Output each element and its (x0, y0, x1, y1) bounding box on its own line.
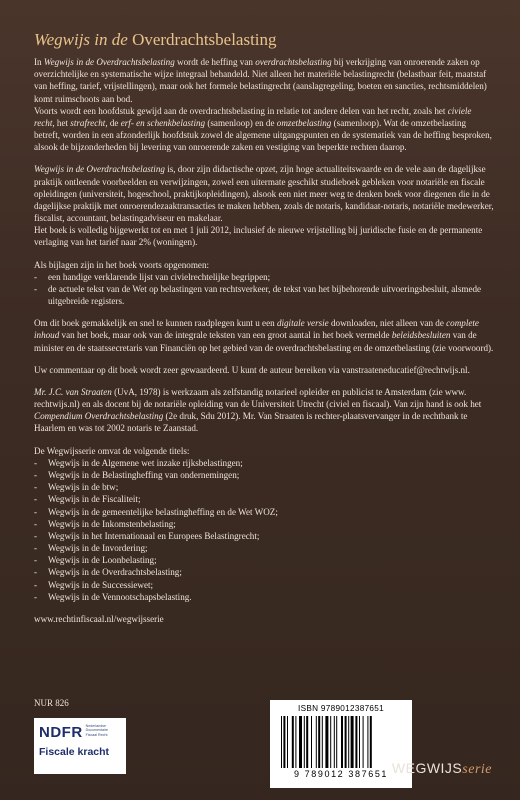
list-item: - Wegwijs in de Belastingheffing van ondernemingen; (34, 469, 494, 481)
barcode-bar (341, 716, 343, 768)
barcode-bar (330, 716, 331, 768)
isbn-barcode (270, 700, 412, 788)
text-italic: Mr. J.C. van Straaten (34, 386, 112, 397)
barcode-bar (345, 716, 347, 768)
text-italic: Wegwijs in de Overdrachtsbelasting (43, 57, 175, 67)
list-item: - Wegwijs in de Loonbelasting; (34, 554, 494, 566)
wegwijs-serie-logo (392, 760, 492, 778)
logo-part2: serie (462, 762, 492, 777)
paragraph-series-intro: De Wegwijsserie omvat de volgende titels: (34, 445, 190, 456)
text: , de (105, 117, 121, 128)
text-italic: complete inhoud (34, 318, 479, 341)
paragraph-author (34, 386, 494, 435)
text: van de minister en de staatssecretaris van Financiën op het gebied van de overdrachtsbelasting en de omzetbelasting (zie voorwoord). (34, 330, 494, 353)
barcode-bar (348, 716, 349, 768)
barcode-digits: 9 789012 387651 (293, 769, 389, 779)
text-italic: overdrachtsbelasting (255, 57, 332, 67)
barcode-bar (283, 716, 285, 768)
website-link[interactable]: www.rechtinfiscaal.nl/wegwijsserie (34, 613, 164, 624)
list-item: - Wegwijs in het Internationaal en Europees Belastingrecht; (34, 530, 494, 542)
logo-part1: WEGWIJS (391, 760, 463, 776)
barcode-bar (355, 716, 357, 768)
paragraph-digital (34, 317, 494, 354)
list-item: - Wegwijs in de gemeentelijke belastingheffing en de Wet WOZ; (34, 506, 494, 518)
text-italic: Wegwijs in de Overdrachtsbelasting (34, 164, 165, 175)
isbn-number: ISBN 9789012387651 (298, 704, 384, 713)
barcode-bar (367, 716, 368, 768)
barcode-bar (334, 716, 335, 768)
list-item: - Wegwijs in de Inkomstenbelasting; (34, 518, 494, 530)
text: wordt de heffing van (174, 57, 256, 67)
text: Voorts wordt een hoofdstuk gewijd aan de overdrachtsbelasting in relatie tot andere delen van het recht, zoals het (34, 105, 448, 116)
text-italic: strafrecht (70, 117, 106, 128)
barcode-bar (281, 716, 282, 768)
ndfr-mark: NDFR (39, 724, 83, 741)
text: (2e druk, Sdu 2012). Mr. Van Straaten is rechter-plaatsvervanger in de rechtbank te Haarlem en was tot 2002 notaris te Zaanstad. (34, 411, 468, 434)
barcode-bar (363, 716, 364, 768)
barcode-bar (351, 716, 354, 768)
text: (UvA, 1978) is werkzaam als zelfstandig notarieel opleider en publicist te Amsterdam (zie www. rechtwijs.nl) en als docent bij de notariële opleiding van de Universiteit Utrecht (civiel en fiscaal). Van zijn hand is ook het (34, 386, 482, 410)
text-italic: beleidsbesluiten (391, 330, 451, 341)
barcode-icon (279, 716, 403, 768)
paragraph-update: Het boek is volledig bijgewerkt tot en met 1 juli 2012, inclusief de nieuwe vrijstelling bij juridische fusie en de permanente verlaging van het tarief naar 2% (woningen). (34, 225, 483, 248)
ndfr-logo (34, 718, 126, 774)
text: van het boek, maar ook van de integrale teksten van een groot aantal in het boek vermelde (59, 330, 392, 341)
text-italic: civiele recht (34, 105, 472, 128)
text: downloaden, niet alleen van de (328, 318, 447, 329)
nur-code: NUR 826 (34, 698, 69, 708)
paragraph-intro (34, 56, 494, 105)
barcode-bar (287, 716, 288, 768)
ndfr-tagline: Fiscale kracht (39, 746, 110, 758)
paragraph-feedback: Uw commentaar op dit boek wordt zeer gewaardeerd. U kunt de auteur bereiken via vanstraateneducatief@rechtwijs.nl. (34, 364, 470, 375)
text: bij verkrijging van onroerende zaken op overzichtelijke en systematische wijze integraal behandeld. Niet alleen het materiële belastingrecht (belastbaar feit, maatstaf van heffing, tarief, vrijstellingen), maar ook het formele belastingrecht (aanslagregeling, boeten en sancties, rechtsmiddelen) komt ruimschoots aan bod. (34, 57, 487, 104)
list-item: - Wegwijs in de Vennootschapsbelasting. (34, 591, 494, 603)
appendix-list (34, 271, 494, 308)
ndfr-small-text: Nederlandse Documentaire Fiscaal Recht (85, 724, 109, 737)
barcode-bar (311, 716, 312, 768)
list-item: - Wegwijs in de btw; (34, 481, 494, 493)
list-item: - de actuele tekst van de Wet op belastingen van rechtsverkeer, de tekst van het bijbehorende uitvoeringsbesluit, alsmede uitgebreide registers. (34, 283, 494, 307)
barcode-bar (295, 716, 296, 768)
barcode-bar (292, 716, 294, 768)
text: (samenloop) en de (205, 117, 277, 128)
list-item: - een handige verklarende lijst van civielrechtelijke begrippen; (34, 271, 494, 283)
list-item: - Wegwijs in de Invordering; (34, 542, 494, 554)
list-item: - Wegwijs in de Algemene wet inzake rijksbelastingen; (34, 457, 494, 469)
paragraph-appendices: Als bijlagen zijn in het boek voorts opgenomen: (34, 259, 210, 270)
text: is, door zijn didactische opzet, zijn hoge actualiteitswaarde en de vele aan de dagelijkse praktijk ontleende voorbeelden en verwijzingen, zowel een uitermate geschikt studieboek gebleken voor notariële en fiscale opleidingen (universiteit, hogeschool, praktijkopleidingen), alsook een niet meer weg te denken boek voor diegenen die in de dagelijkse praktijk met onroerendezaaktransacties te maken hebben, zoals de notaris, kandidaat-notaris, notariële medewerker, fiscalist, accountant, belastingadviseur en makelaar. (34, 164, 494, 224)
barcode-bar (370, 716, 372, 768)
paragraph-relations (34, 105, 494, 154)
blurb-text (34, 56, 494, 635)
text: , het (52, 117, 71, 128)
text-italic: Compendium Overdrachtsbelasting (34, 411, 164, 422)
barcode-bar (359, 716, 360, 768)
cover-title (34, 30, 277, 50)
list-item: - Wegwijs in de Overdrachtsbelasting; (34, 566, 494, 578)
paragraph-audience (34, 163, 494, 224)
barcode-bar (318, 716, 320, 768)
text: (samenloop). Wat de omzetbelasting betreft, worden in een afzonderlijk hoofdstuk zowel de algemene uitgangspunten en de systematiek van de heffing besproken, alsook de bijzonderheden bij levering van onroerende zaken en vestiging van beperkte rechten daarop. (34, 117, 492, 153)
text: Om dit boek gemakkelijk en snel te kunnen raadplegen kunt u een (34, 318, 277, 329)
text-italic: digitale versie (276, 318, 329, 329)
text-italic: omzetbelasting (276, 117, 332, 128)
title-series: Wegwijs in de (34, 30, 128, 49)
list-item: - Wegwijs in de Successiewet; (34, 579, 494, 591)
barcode-bar (306, 716, 308, 768)
barcode-bar (336, 716, 337, 768)
list-item: - Wegwijs in de Fiscaliteit; (34, 493, 494, 505)
barcode-bar (322, 716, 323, 768)
barcode-bar (304, 716, 305, 768)
text: In (34, 57, 44, 67)
text-italic: erf- en schenkbelasting (120, 117, 206, 128)
series-list (34, 457, 494, 603)
barcode-bar (299, 716, 302, 768)
title-subject: Overdrachtsbelasting (132, 30, 277, 49)
barcode-bar (316, 716, 317, 768)
barcode-bar (325, 716, 328, 768)
